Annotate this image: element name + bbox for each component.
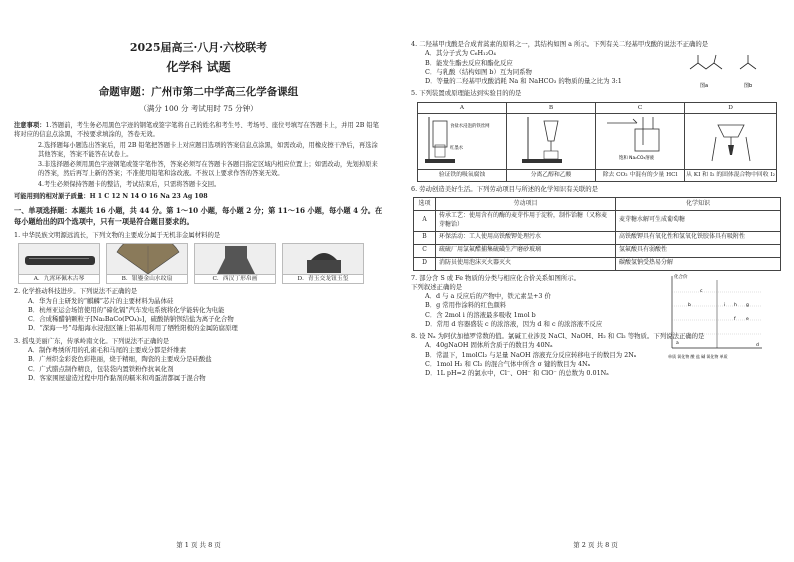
row-task: 环保活动：工人使用高铁酸钾处理污水 (436, 231, 616, 244)
apparatus-caption: 验证铁的吸氧腐蚀 (418, 170, 507, 181)
row-option: D (414, 257, 436, 270)
option: D．客家围屋建造过程中用作黏剂的糯米和鸡蛋清都属于混合物 (28, 373, 206, 382)
option: D．常用 d 容器盛装 c 的浓溶液，因为 d 和 c 的浓溶液不反应 (425, 319, 603, 328)
guqin-image (18, 243, 100, 275)
table-row (414, 211, 781, 231)
row-option: A (414, 211, 436, 231)
atomic-masses: 可能用到的相对原子质量：H 1 C 12 N 14 O 16 Na 23 Ag 108 (14, 193, 208, 201)
apparatus-caption: 分离乙醇和乙酸 (507, 170, 596, 181)
exam-setter: 命题审题：广州市第二中学高三化学备课组 (98, 85, 299, 98)
row-knowledge: 高铁酸钾具有氧化性和氢氧化铁胶体具有吸附性 (616, 231, 781, 244)
col-header: A (418, 102, 507, 113)
option: B．杭州亚运会场馆使用的“碲化镉”汽车发电系统将化学能转化为电能 (28, 305, 225, 314)
page-footer: 第 1 页 共 8 页 (176, 540, 221, 549)
silk-painting-image (194, 243, 276, 275)
option: B．g 常用作涂料的红色颜料 (425, 301, 507, 310)
option: A．华为自主研发的“麒麟”芯片的主要材料为晶体硅 (28, 296, 174, 305)
annotation: 饱和 Na₂CO₃溶液 (619, 156, 655, 162)
notes-block (14, 121, 383, 189)
artifact-b (106, 243, 188, 284)
notes-head: 注意事项： (14, 121, 46, 129)
fan-image (106, 243, 188, 275)
point-label: b (688, 302, 691, 308)
artifact-caption: B．银鎏金山水纹扇 (106, 275, 188, 284)
artifact-caption: A．九霄环佩木古琴 (18, 275, 100, 284)
option: D．1L pH=2 的氯水中，Cl⁻、OH⁻ 和 ClO⁻ 的总数为 0.01Nₐ (425, 369, 609, 378)
valence-diagram (664, 272, 764, 362)
row-knowledge: 麦芽糖水解可生成葡萄糖 (616, 211, 781, 231)
apparatus-table (417, 102, 777, 182)
option: B．广州织金彩瓷色彩艳丽，烧于精细，陶瓷的主要成分是硅酸盐 (28, 355, 212, 364)
col-header: B (507, 102, 596, 113)
col-header: C (596, 102, 685, 113)
graph-ylabel: 化合价 (674, 274, 688, 280)
apparatus-d (685, 114, 777, 170)
option: C．广式腊点制作精良，包装袋内置铁粉作抗氧化剂 (28, 364, 174, 373)
question-1 (14, 231, 383, 285)
apparatus-caption: 从 KI 和 I₂ 的固体混合物中回收 I₂ (685, 170, 777, 181)
page-2 (397, 0, 794, 562)
artifact-caption: C．西汉丁形帛画 (194, 275, 276, 284)
option: D．“深海一号”母船海水浸泡区镶上铝基用利用了牺牲阳极的金属防腐原理 (28, 324, 238, 333)
question-stem: 7. 部分含 S 或 Fe 物质的分类与相应化合价关系如图所示。 (411, 273, 581, 282)
question-stem: 2. 化学推动科技进步。下列说法不正确的是 (14, 287, 138, 296)
table-row (414, 231, 781, 244)
point-label: g (746, 302, 749, 308)
row-task: 消防员使用泡沫灭火器灭火 (436, 257, 616, 270)
question-stem: 6. 劳动创造美好生活。下列劳动项目与所述的化学知识有关联的是 (411, 184, 599, 193)
exam-subtitle: 化学科 试题 (166, 60, 231, 75)
jade-seal-image (282, 243, 364, 275)
artifact-images (18, 243, 383, 284)
question-4 (411, 40, 780, 90)
page-footer: 第 2 页 共 8 页 (573, 540, 618, 549)
option: A．制作粤绣所用的孔雀毛和马尾的主要成分都是纤维素 (28, 345, 186, 354)
option: A．d 与 a 反应后的产物中，铁元素呈+3 价 (425, 292, 551, 301)
option: C．1mol H₂ 和 Cl₂ 的混合气体中所含 σ 键的数目为 4Nₐ (425, 360, 591, 369)
row-knowledge: 碳酸氢钠受热易分解 (616, 257, 781, 270)
option: B．常温下，1molCl₂ 与足量 NaOH 溶液充分反应转移电子的数目为 2Nₐ (425, 350, 637, 359)
fig-a-label: 图a (700, 83, 709, 90)
structure-diagram (686, 47, 766, 91)
labor-table (413, 197, 781, 270)
row-knowledge: 氢氟酸具有弱酸性 (616, 244, 781, 257)
question-3 (14, 337, 383, 383)
col-header: 化学知识 (616, 198, 781, 211)
question-6 (411, 185, 780, 271)
col-header: 劳动项目 (436, 198, 616, 211)
fig-b-label: 图b (744, 83, 753, 90)
artifact-caption: D．青玉交龙钮玉玺 (282, 275, 364, 284)
row-option: B (414, 231, 436, 244)
exam-title: 2025届高三·八月·六校联考 (129, 41, 268, 54)
table-row (414, 257, 781, 270)
point-label: a (676, 340, 679, 346)
artifact-d (282, 243, 364, 284)
option: C．含 2mol i 的溶液最多吸收 1mol b (425, 310, 536, 319)
col-header: D (685, 102, 777, 113)
option: C．与乳酸（结构如图 b）互为同系物 (425, 67, 532, 76)
note-item: 4.考生必须保持答题卡的整洁，考试结束后，只需将答题卡交回。 (38, 181, 221, 189)
apparatus-c (596, 114, 685, 170)
note-item: 2.选择题每小题选出答案后，用 2B 铅笔把答题卡上对应题目选项的答案信息点涂黑，如需改动，用橡皮擦干净后，再选涂其他答案，答案不能答在试卷上。 (38, 141, 378, 158)
note-item: 3.非选择题必须用黑色字迹钢笔或签字笔作答，答案必须写在答题卡各题目指定区域内相应位置上；如需改动，先划掉原来的答案，然后再写上新的答案；不准使用铅笔和涂改液。不按以上要求作答的答案无效。 (38, 161, 378, 178)
annotation: 红墨水 (450, 146, 464, 152)
graph-xlabel: 单质 氧化物 酸 盐 碱 氧化物 单质 (668, 353, 728, 359)
question-5 (411, 89, 780, 181)
artifact-a (18, 243, 100, 284)
point-label: e (746, 316, 749, 322)
point-label: d (756, 342, 759, 348)
question-stem: 5. 下列装置或原理能达到实验目的的是 (411, 89, 522, 98)
question-stem: 4. 二羟基甲戊酸是合成青蒿素的原料之一，其结构如图 a 所示。下列有关二羟基甲戊酸的说法不正确的是 (411, 40, 709, 48)
option: B．能发生酯去反应和酯化反应 (425, 58, 513, 67)
question-lead: 下列叙述正确的是 (411, 282, 463, 291)
point-label: i (724, 302, 726, 308)
apparatus-b (507, 114, 596, 170)
point-label: f (734, 316, 736, 322)
question-stem: 3. 摇曳美丽广东，传承岭南文化。下列说法不正确的是 (14, 336, 170, 345)
col-header: 选项 (414, 198, 436, 211)
note-item: 1.答题前，考生务必用黑色字迹的钢笔或签字笔将自己的姓名和考生号、考场号、座位号填写在答题卡上，并用 2B 铅笔将对应的信息点涂黑，不按要求填涂的，答卷无效。 (14, 121, 379, 138)
point-label: h (734, 302, 737, 308)
apparatus-caption: 除去 CO₂ 中混有的少量 HCl (596, 170, 685, 181)
score-line: （满分 100 分 考试用时 75 分钟） (139, 103, 258, 113)
option: C．合成稀醋钠颗粒子[Na₂BaCo(PO₄)₂]，硫酸钠钠钡结盐为离子化合物 (28, 315, 234, 324)
row-task: 疏硫厂用氯氟醋捕集硫磺生产磨砂玻璃 (436, 244, 616, 257)
annotation: 食盐水浸泡的铁丝网 (450, 124, 490, 130)
point-label: c (700, 288, 703, 294)
question-stem: 1. 中华民族文明源远流长，下列文物的主要成分属于无机非金属材料的是 (14, 230, 221, 239)
question-stem: 8. 设 Nₐ 为阿伏加德罗常数的值。氯碱工业涉及 NaCl、NaOH、H₂ 和 Cl₂ 等物质。下列说法正确的是 (411, 332, 705, 341)
apparatus-a (418, 114, 507, 170)
question-2 (14, 287, 383, 333)
option: A．其分子式为 C₆H₁₂O₄ (425, 49, 496, 58)
table-row (414, 244, 781, 257)
row-option: C (414, 244, 436, 257)
section-1-heading: 一、单项选择题：本题共 16 小题，共 44 分。第 1～10 小题，每小题 2 分；第 11～16 小题，每小题 4 分。在每小题给出的四个选项中，只有一项是符合题目要求的。 (14, 206, 383, 227)
row-task: 传承工艺：使用含有的酶的麦芽作用于淀粉，制作饴糖（又称麦芽糖饴） (436, 211, 616, 231)
option: D．等量的二羟基甲戊酸消耗 Na 和 NaHCO₃ 的物质的量之比为 3:1 (425, 77, 622, 86)
artifact-c (194, 243, 276, 284)
option: A．40gNaOH 固体所含质子的数目为 40Nₐ (425, 341, 553, 350)
